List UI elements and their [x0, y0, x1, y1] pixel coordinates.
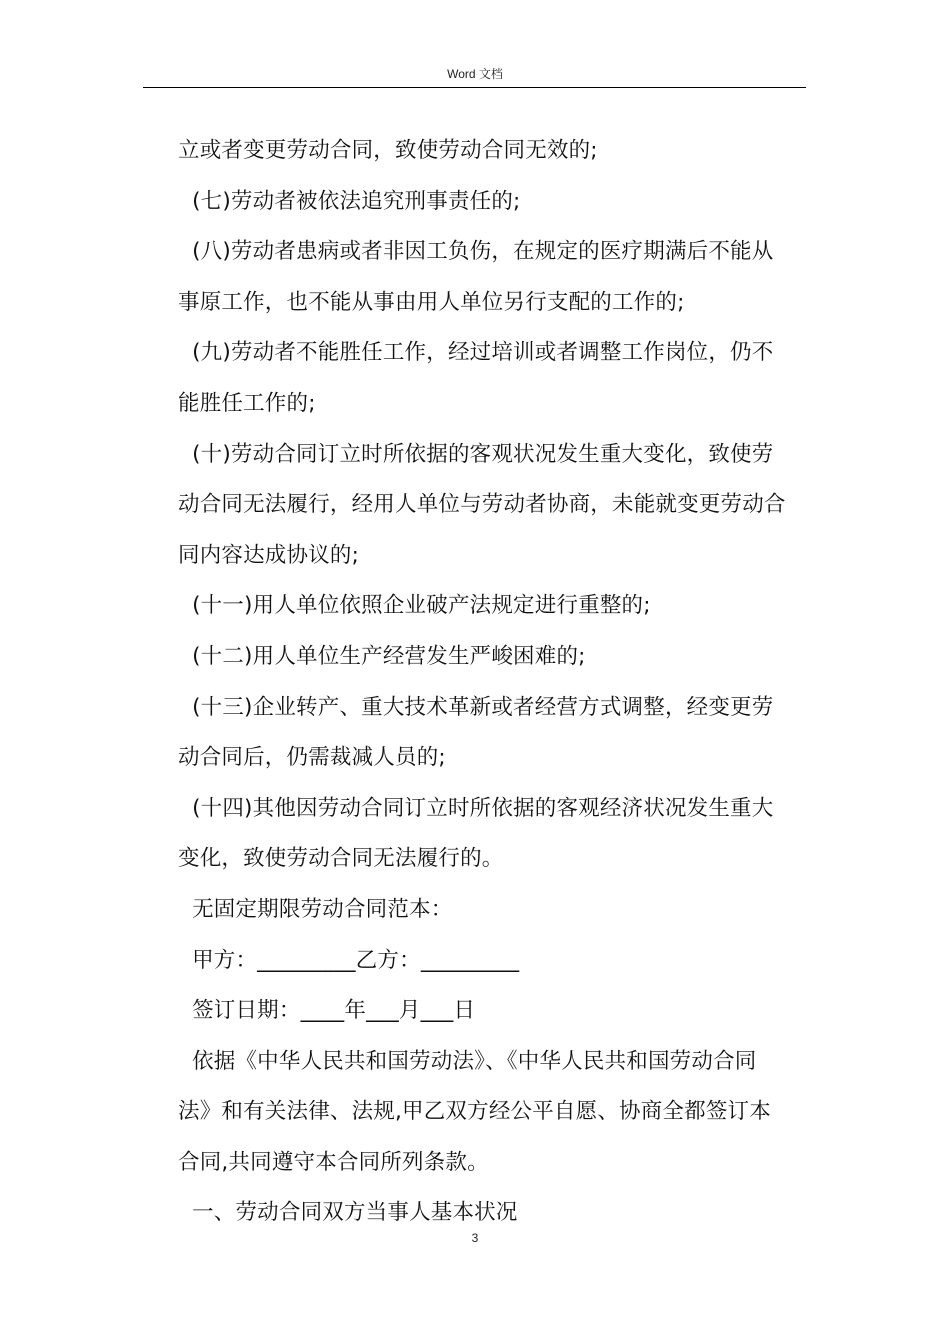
text-line: 一、劳动合同双方当事人基本状况: [178, 1200, 518, 1226]
header-divider: [143, 87, 806, 88]
document-body: [178, 126, 818, 1239]
text-line: 法》和有关法律、法规,甲乙双方经公平自愿、协商全都签订本: [178, 1099, 771, 1125]
text-line: (十二)用人单位生产经营发生严峻困难的;: [178, 643, 586, 669]
text-line: 变化，致使劳动合同无法履行的。: [178, 846, 504, 872]
page-number: 3: [471, 1231, 479, 1245]
text-line: 动合同后，仍需裁减人员的;: [178, 745, 446, 771]
text-line: (十一)用人单位依照企业破产法规定进行重整的;: [178, 593, 651, 619]
text-line: (十)劳动合同订立时所依据的客观状况发生重大变化，致使劳: [178, 441, 774, 467]
text-line: 合同,共同遵守本合同所列条款。: [178, 1149, 489, 1175]
text-line: 依据《中华人民共和国劳动法》、《中华人民共和国劳动合同: [178, 1048, 757, 1074]
text-line: 立或者变更劳动合同，致使劳动合同无效的;: [178, 138, 598, 163]
text-line: (八)劳动者患病或者非因工负伤，在规定的医疗期满后不能从: [178, 239, 774, 265]
text-line: 动合同无法履行，经用人单位与劳动者协商，未能就变更劳动合: [178, 492, 786, 518]
text-line: (七)劳动者被依法追究刑事责任的;: [178, 188, 521, 214]
text-line: (九)劳动者不能胜任工作，经过培训或者调整工作岗位，仍不: [178, 340, 774, 366]
text-line: 签订日期：____年___月___日: [178, 998, 476, 1024]
text-line: (十三)企业转产、重大技术革新或者经营方式调整，经变更劳: [178, 694, 774, 720]
text-line: 事原工作，也不能从事由用人单位另行支配的工作的;: [178, 289, 685, 315]
text-line: 同内容达成协议的;: [178, 542, 360, 568]
page-header-title: Word 文档: [447, 67, 503, 81]
text-line: 能胜任工作的;: [178, 390, 316, 416]
text-line: 无固定期限劳动合同范本：: [178, 896, 453, 922]
text-line: (十四)其他因劳动合同订立时所依据的客观经济状况发生重大: [178, 795, 774, 821]
text-line: 甲方：_________乙方：_________: [178, 947, 520, 973]
